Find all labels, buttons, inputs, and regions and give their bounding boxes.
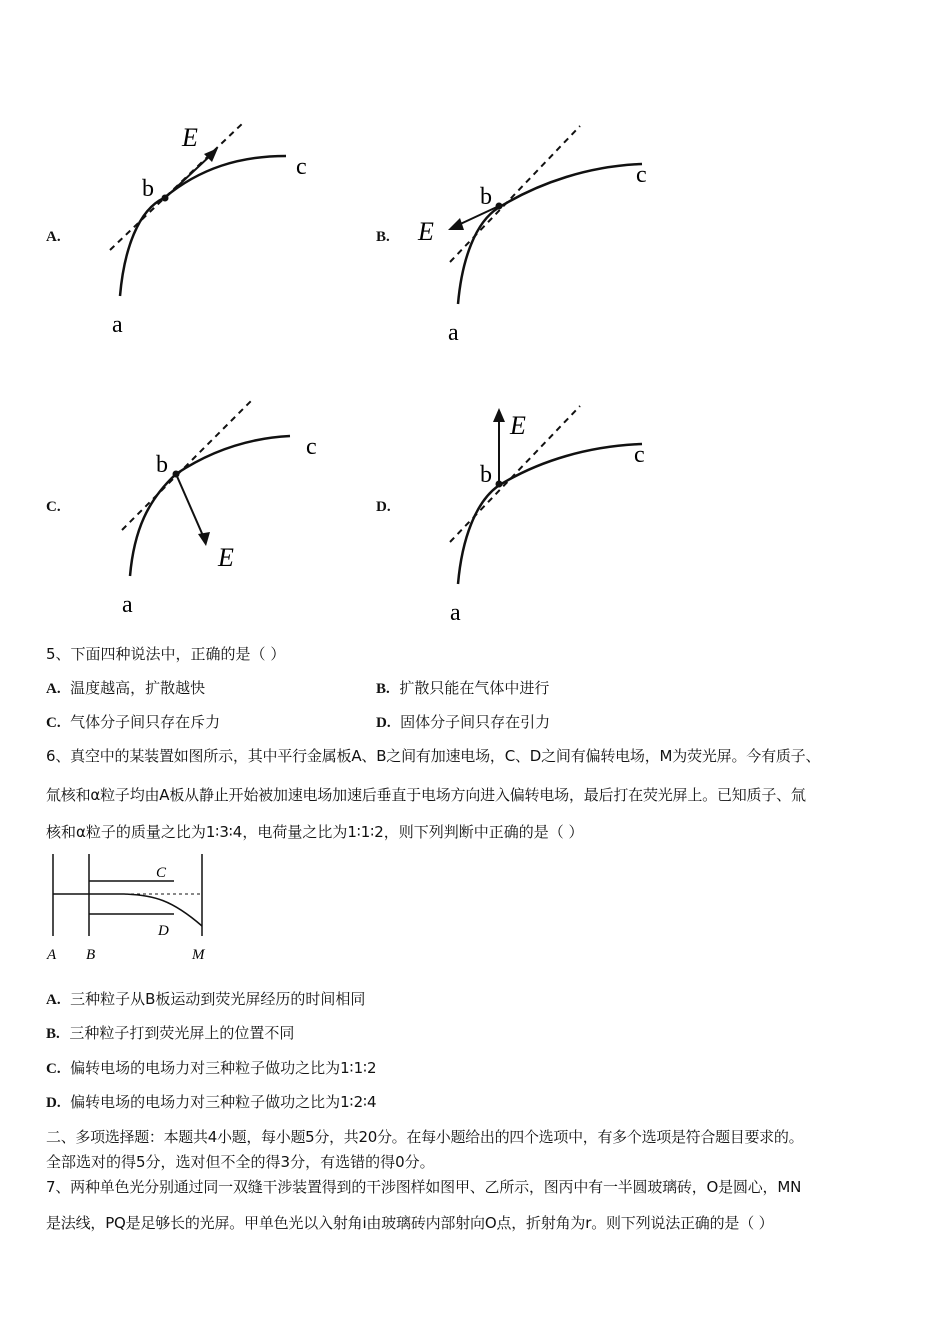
option-label: B. bbox=[376, 681, 390, 697]
q7-stem-line-2: 是法线，PQ是足够长的光屏。甲单色光以入射角i由玻璃砖内部射向O点，折射角为r。则下列说法正确的是（ ） bbox=[46, 1214, 774, 1232]
option-label: C. bbox=[46, 499, 61, 515]
q6-option-b[interactable] bbox=[46, 1022, 294, 1043]
option-label: D. bbox=[376, 715, 391, 731]
q6-stem-line-1: 6、真空中的某装置如图所示，其中平行金属板A、B之间有加速电场，C、D之间有偏转电场，M为荧光屏。今有质子、 bbox=[46, 747, 821, 765]
q5-stem: 5、下面四种说法中，正确的是（ ） bbox=[46, 645, 286, 663]
q5-option-d[interactable] bbox=[376, 711, 550, 732]
label-A: A bbox=[47, 947, 57, 963]
label-b: b bbox=[156, 452, 168, 478]
q6-option-c[interactable] bbox=[46, 1057, 377, 1078]
section-2-instructions-line-1: 二、多项选择题：本题共4小题，每小题5分，共20分。在每小题给出的四个选项中，有多个选项是符合题目要求的。 bbox=[46, 1128, 804, 1146]
q5-option-b[interactable] bbox=[376, 677, 549, 698]
q6-stem-line-3: 核和α粒子的质量之比为1∶3∶4，电荷量之比为1∶1∶2，则下列判断中正确的是（ ） bbox=[46, 823, 584, 841]
label-c: c bbox=[306, 434, 317, 460]
q5-option-a[interactable] bbox=[46, 677, 205, 698]
option-text: 三种粒子打到荧光屏上的位置不同 bbox=[69, 1024, 295, 1042]
label-b: b bbox=[142, 176, 154, 202]
label-E: E bbox=[218, 543, 234, 572]
option-text: 偏转电场的电场力对三种粒子做功之比为1∶2∶4 bbox=[70, 1093, 377, 1111]
option-label: D. bbox=[46, 1095, 61, 1111]
option-label: C. bbox=[46, 715, 61, 731]
option-text: 温度越高，扩散越快 bbox=[70, 679, 206, 697]
option-label: A. bbox=[46, 681, 61, 697]
option-label: C. bbox=[46, 1061, 61, 1077]
label-E: E bbox=[182, 123, 198, 152]
q6-option-a[interactable] bbox=[46, 988, 365, 1009]
option-text: 固体分子间只存在引力 bbox=[400, 713, 551, 731]
field-diagram-b bbox=[410, 118, 670, 348]
q5-option-c[interactable] bbox=[46, 711, 220, 732]
label-M: M bbox=[192, 947, 205, 963]
option-label: B. bbox=[376, 229, 390, 245]
label-E: E bbox=[510, 411, 526, 440]
label-c: c bbox=[296, 154, 307, 180]
option-text: 扩散只能在气体中进行 bbox=[399, 679, 550, 697]
option-text: 气体分子间只存在斥力 bbox=[70, 713, 221, 731]
label-a: a bbox=[122, 592, 133, 618]
option-text: 三种粒子从B板运动到荧光屏经历的时间相同 bbox=[70, 990, 366, 1008]
option-label: D. bbox=[376, 499, 391, 515]
field-diagram-a bbox=[90, 110, 330, 340]
label-B: B bbox=[86, 947, 96, 963]
label-E: E bbox=[418, 217, 434, 246]
section-2-instructions-line-2: 全部选对的得5分，选对但不全的得3分，有选错的得0分。 bbox=[46, 1153, 435, 1171]
label-a: a bbox=[450, 600, 461, 626]
label-b: b bbox=[480, 462, 492, 488]
label-a: a bbox=[112, 312, 123, 338]
q6-stem-line-2: 氚核和α粒子均由A板从静止开始被加速电场加速后垂直于电场方向进入偏转电场，最后打在荧光屏上。已知质子、氚 bbox=[46, 786, 806, 804]
option-label: A. bbox=[46, 992, 61, 1008]
label-a: a bbox=[448, 320, 459, 346]
q6-apparatus-diagram bbox=[44, 850, 224, 965]
field-diagram-c bbox=[100, 390, 340, 620]
q7-stem-line-1: 7、两种单色光分别通过同一双缝干涉装置得到的干涉图样如图甲、乙所示，图丙中有一半圆玻璃砖，O是圆心，MN bbox=[46, 1178, 802, 1196]
label-c: c bbox=[636, 162, 647, 188]
label-C: C bbox=[156, 865, 167, 881]
label-D: D bbox=[158, 923, 169, 939]
label-b: b bbox=[480, 184, 492, 210]
option-label: B. bbox=[46, 1026, 60, 1042]
option-text: 偏转电场的电场力对三种粒子做功之比为1∶1∶2 bbox=[70, 1059, 377, 1077]
option-label: A. bbox=[46, 229, 61, 245]
label-c: c bbox=[634, 442, 645, 468]
q6-option-d[interactable] bbox=[46, 1091, 377, 1112]
field-diagram-d bbox=[410, 398, 670, 628]
